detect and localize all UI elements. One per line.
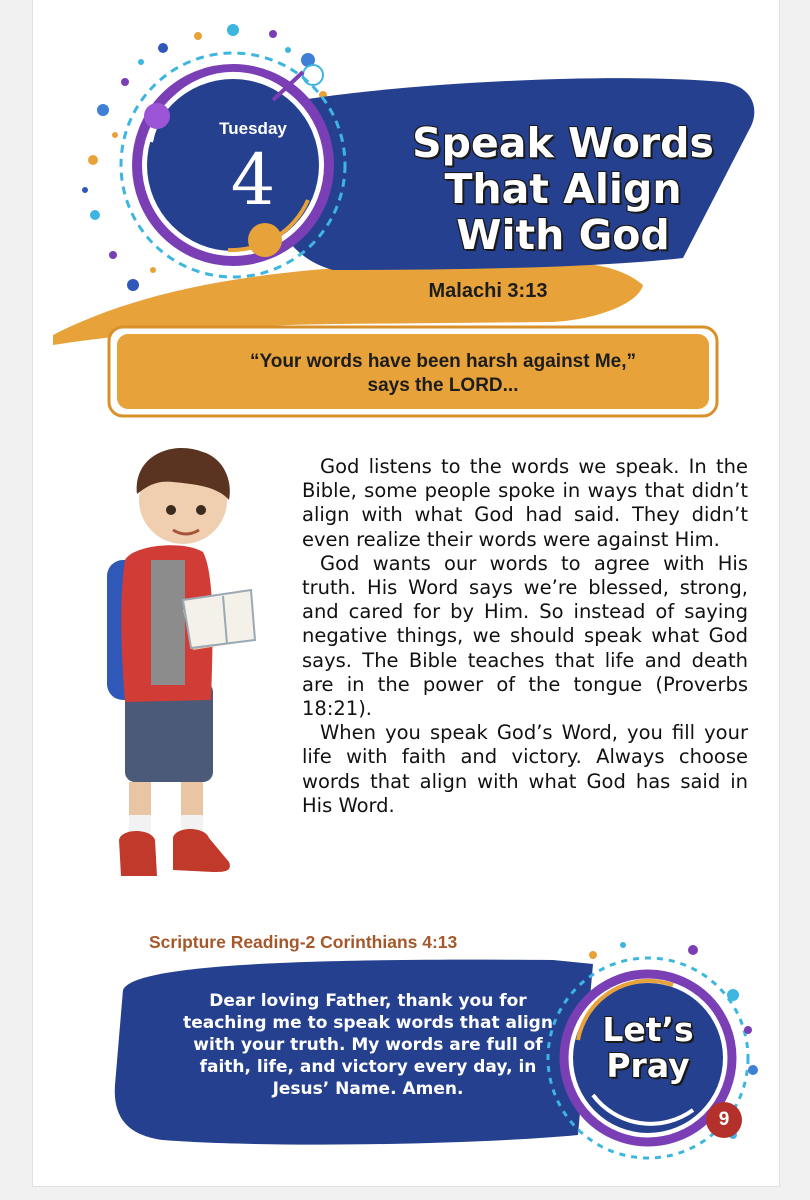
- scripture-reading: Scripture Reading-2 Corinthians 4:13: [149, 932, 458, 952]
- lets-pray-label: [578, 1012, 718, 1084]
- devotional-title: [363, 120, 763, 258]
- title-line-2: That Align: [444, 165, 682, 213]
- page-number-badge: 9: [706, 1102, 742, 1138]
- day-number: 4: [230, 139, 276, 221]
- devotional-page: [32, 0, 780, 1187]
- boy-illustration: [107, 448, 255, 876]
- quote-line-2: says the LORD...: [367, 375, 519, 396]
- quote-line-1: “Your words have been harsh against Me,”: [249, 351, 637, 372]
- body-paragraph-3: When you speak God’s Word, you fill your life with faith and victory. Always choose words that align with what God has said in His Word.: [302, 721, 748, 817]
- body-paragraph-1: God listens to the words we speak. In the Bible, some people spoke in ways that didn’t align with what God had said. They didn’t even realize their words were against Him.: [302, 455, 748, 551]
- devotional-body: [302, 455, 748, 818]
- scripture-reference: Malachi 3:13: [428, 280, 548, 302]
- prayer-text: Dear loving Father, thank you for teaching me to speak words that align with your truth. My words are full of faith, life, and victory every day, in Jesus’ Name. Amen.: [183, 991, 553, 1099]
- pray-label-line-1: Let’s: [602, 1010, 694, 1049]
- key-verse-quote: [153, 350, 733, 398]
- body-paragraph-2: God wants our words to agree with His truth. His Word says we’re blessed, strong, and cared for by Him. So instead of saying negative things, we should speak what God says. The Bible teaches that life and death are in the power of the tongue (Proverbs 18:21).: [302, 551, 748, 721]
- title-line-1: Speak Words: [412, 119, 714, 167]
- pray-label-line-2: Pray: [606, 1046, 690, 1085]
- weekday-label: Tuesday: [219, 119, 287, 138]
- title-line-3: With God: [456, 211, 670, 259]
